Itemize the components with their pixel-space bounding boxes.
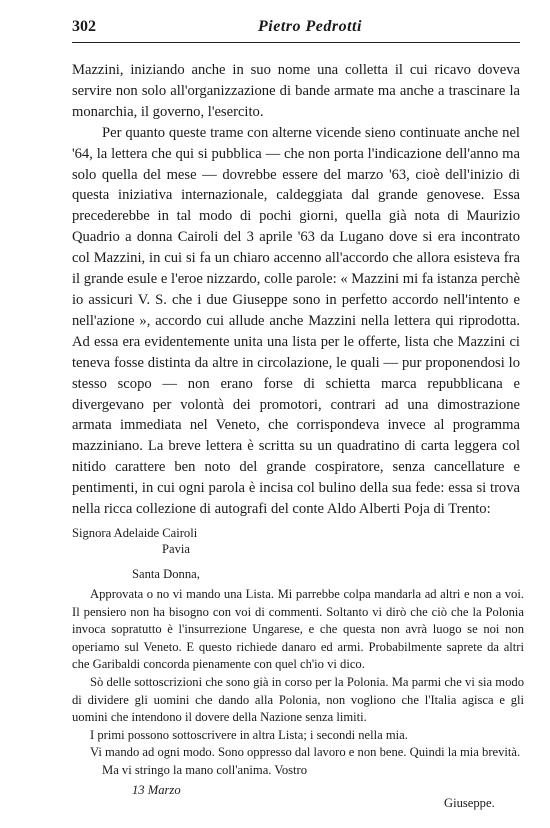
header-rule <box>72 42 520 43</box>
letter-addressee: Signora Adelaide Cairoli <box>72 526 198 540</box>
letter-signature: Giuseppe. <box>444 796 495 810</box>
letter-paragraph: Vi mando ad ogni modo. Sono oppresso dal lavoro e non bene. Quindi la mia brevità. <box>90 745 521 760</box>
letter-date: 13 Marzo <box>132 783 181 797</box>
letter-city: Pavia <box>162 542 190 556</box>
body-paragraph: Mazzini, iniziando anche in suo nome una colletta il cui ricavo doveva servire non solo all'organizzazione di bande armate ma anche a trascinare la monarchia, il governo, l'esercito. <box>72 62 520 120</box>
letter-closing: Ma vi stringo la mano coll'anima. Vostro <box>102 762 308 777</box>
page-header <box>72 12 520 40</box>
body-text <box>72 60 520 520</box>
page-number: 302 <box>72 18 96 35</box>
letter-salutation: Santa Donna, <box>132 567 200 581</box>
letter-paragraph: Sò delle sottoscrizioni che sono già in corso per la Polonia. Ma parmi che vi sia modo di dividere gli uomini che dando alla Polonia, non vogliono che l'Italia agisca e gli uomini che intendono il dovere della Nazione senza limiti. <box>72 674 524 725</box>
body-paragraph: Per quanto queste trame con alterne vicende sieno continuate anche nel '64, la lettera che qui si pubblica — che non porta l'indicazione dell'anno ma solo quella del mese — dovrebbe essere del marzo '63, cioè dell'inizio di questa iniziativa internazionale, caldeggiata dal grande genovese. Essa precederebbe in tal modo di pochi giorni, quella già nota di Maurizio Quadrio a donna Cairoli del 3 aprile '63 da Lugano dove si era incontrato col Mazzini, in cui si fa un chiaro accenno all'accordo che allora esisteva fra il grande esule e l'eroe nizzardo, colle parole: « Mazzini mi fa istanza perchè io assicuri V. S. che i due Giuseppe sono in perfetto accordo nell'intento e nell'azione », accordo cui allude anche Mazzini nella lettera qui riprodotta. Ad essa era evidentemente unita una lista per le offerte, lista che Mazzini ci teneva fosse distinta da altre in circolazione, le quali — pur proponendosi lo stesso scopo — non erano forse di schietta marca repubblicana e divergevano per volontà dei promotori, contrari ad una dimostrazione armata immediata nel Veneto, che corrispondeva invece al programma mazziniano. La breve lettera è scritta su un quadratino di carta leggera col nitido carattere ben noto del grande cospiratore, senza cancellature e pentimenti, in cui ogni parola è incisa col bulino della sua fede: essa si trova nella ricca collezione di autografi del conte Aldo Alberti Poja di Trento: <box>72 124 520 518</box>
letter-paragraph: Approvata o no vi mando una Lista. Mi parrebbe colpa mandarla ad altri e non a voi. Il pensiero non ha bisogno con voi di commenti. Soltanto vi dirò che ciò che la Polonia invoca sopratutto è l'insurrezione Ungarese, e che questa non avrà luogo se noi non operiamo sul Veneto. E questo richiede danaro ed armi. Probabilmente saprete da altri che Garibaldi concorda pienamente con quel ch'io vi dico. <box>72 587 524 672</box>
running-head: Pietro Pedrotti <box>258 18 362 35</box>
letter-body <box>72 586 524 780</box>
letter-paragraph: I primi possono sottoscrivere in altra Lista; i secondi nella mia. <box>90 727 408 742</box>
